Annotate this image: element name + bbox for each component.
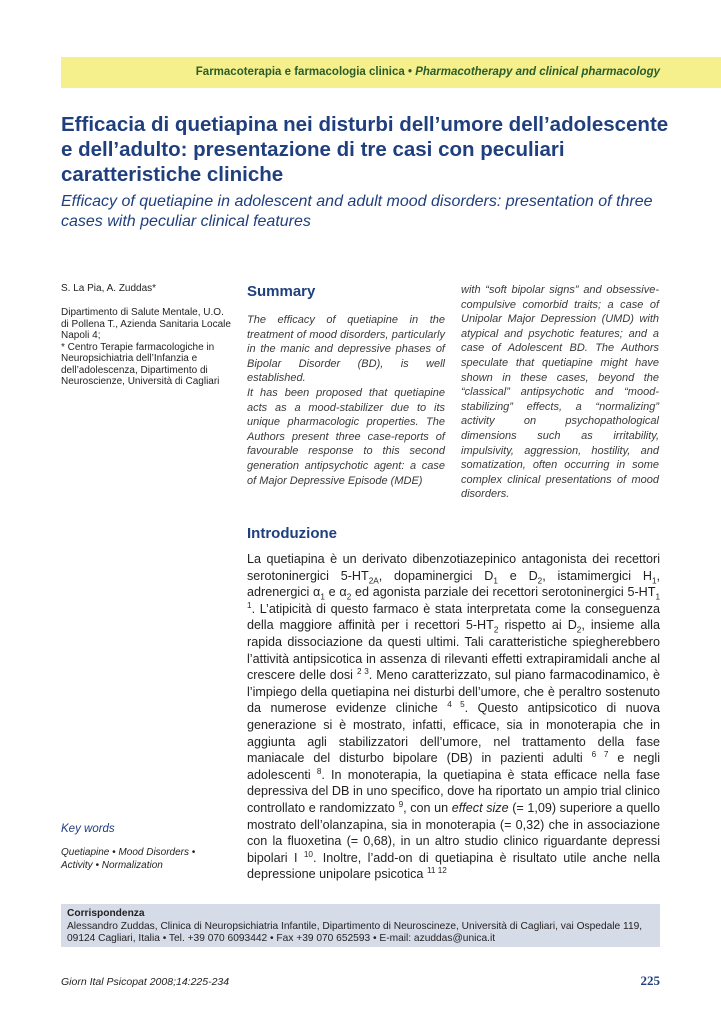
intro-text: , dopaminergici D: [378, 568, 494, 583]
subscript: 2: [346, 592, 352, 602]
subscript: 2: [537, 576, 543, 586]
citation-ref: 4 5: [447, 700, 465, 710]
article-title-it: Efficacia di quetiapina nei disturbi dell’umore dell’adolescente e dell’adulto: presentazione di tre casi con peculiari caratteristiche cliniche: [61, 113, 669, 186]
article-title-en: Efficacy of quetiapine in adolescent and adult mood disorders: presentation of three cases with peculiar clinical features: [61, 193, 653, 230]
subscript: 1: [320, 592, 325, 602]
section-header: [196, 66, 660, 78]
section-it: Farmacoterapia e farmacologia clinica: [195, 66, 405, 78]
subscript: 2: [576, 625, 582, 635]
keywords: Quetiapine • Mood Disorders • Activity • Normalization: [61, 847, 196, 871]
citation-ref: 11 12: [426, 866, 447, 876]
summary-paragraph-1: The efficacy of quetiapine in the treatment of mood disorders, particularly in the manic and depressive phases of Bipolar Disorder (BD), is well established.: [247, 314, 445, 385]
section-en: Pharmacotherapy and clinical pharmacology: [415, 66, 660, 78]
subscript: 1: [493, 576, 498, 586]
intro-text: . In monoterapia, la quetiapina è stata efficace nella fase depressiva del DB in uno specifico, dove ha riportato un ampio trial clinico controllato e randomizzato: [247, 767, 660, 815]
intro-text: . Inoltre, l’add-on di quetiapina è risultato utile anche nella depressione unipolare psicotica: [247, 850, 660, 882]
subscript: 1: [651, 576, 657, 586]
citation-ref: 6 7: [591, 749, 609, 759]
page-number: 225: [640, 973, 660, 988]
intro-text: rispetto ai D: [498, 618, 577, 633]
intro-text: ed agonista parziale dei recettori serotoninergici 5-HT: [351, 585, 656, 600]
intro-text: La quetiapina è un derivato dibenzotiazepinico antagonista dei recettori serotoninergici 5-HT: [247, 552, 660, 583]
keywords-heading: Key words: [61, 823, 115, 835]
citation-ref: 2 3: [356, 666, 369, 676]
intro-text: e negli adolescenti: [247, 751, 660, 782]
intro-text: , adrenergici α: [247, 568, 660, 600]
section-header-band: [61, 57, 721, 88]
affiliation-1: Dipartimento di Salute Mentale, U.O. di Pollena T., Azienda Sanitaria Locale Napoli 4;: [61, 307, 231, 341]
intro-heading: Introduzione: [247, 525, 337, 542]
correspondence-label: Corrispondenza: [67, 908, 145, 919]
summary-heading: Summary: [247, 283, 316, 300]
correspondence-box: [61, 904, 660, 947]
citation-ref: 10: [303, 849, 313, 859]
intro-body: [247, 551, 660, 883]
citation-ref: 1: [247, 600, 252, 610]
citation-ref: 9: [398, 799, 404, 809]
affiliations: [61, 307, 231, 388]
citation-ref: 8: [316, 766, 322, 776]
summary-column-1: [247, 313, 445, 488]
intro-text: e D: [497, 568, 538, 583]
summary-column-2: [461, 283, 659, 502]
correspondence-text: Alessandro Zuddas, Clinica di Neuropsichiatria Infantile, Dipartimento di Neuroscineze, Università di Cagliari, vai Ospedale 119, 09124 Cagliari, Italia • Tel. +39 070 6093442 • Fax +39 070 652593 • E-mail: azuddas@unica.it: [67, 920, 643, 944]
intro-emphasis: effect size: [451, 800, 509, 815]
intro-text: (= 1,09) superiore a quello mostrato dell’olanzapina, sia in monoterapia (= 0,32) che in associazione con la fluoxetina (= 0,68), in un altro studio clinico riguardante depressi bipolari I: [247, 800, 661, 865]
intro-text: , istamimergici H: [542, 568, 652, 583]
subscript: 2A: [368, 576, 379, 586]
intro-text: . Meno caratterizzato, sul piano farmacodinamico, è l’impiego della quetiapina nei disturbi dell’umore, che è peraltro sostenuto da numerose evidenze cliniche: [247, 668, 661, 716]
journal-citation: Giorn Ital Psicopat 2008;14:225-234: [61, 976, 230, 988]
authors: S. La Pia, A. Zuddas*: [61, 283, 157, 294]
intro-text: e α: [324, 585, 347, 600]
summary-paragraph-2: It has been proposed that quetiapine acts as a mood-stabilizer due to its unique pharmacologic properties. The Authors present three case-reports of favourable response to this second generation antipsychotic agent: a case of Major Depressive Episode (MDE): [247, 386, 445, 487]
intro-text: . L’atipicità di questo farmaco è stata interpretata come la conseguenza della maggiore affinità per i recettori 5-HT: [247, 601, 660, 633]
summary-paragraph-3: with “soft bipolar signs” and obsessive-compulsive comorbid traits; a case of Unipolar Major Depression (UMD) with atypical and psychotic features; and a case of Adolescent BD. The Authors speculate that quetiapine might have shown in these cases, beyond the “classical” antipsychotic and “mood-stabilizing” effects, a “normalizing” activity on psychopathological dimensions such as irritability, impulsivity, aggression, hostility, and somatization, often occurring in some complex clinical presentations of mood disorders.: [461, 284, 659, 501]
subscript: 1: [655, 592, 660, 602]
section-separator: •: [404, 66, 416, 78]
intro-paragraph: [247, 551, 660, 883]
intro-text: , insieme alla rapida dissociazione da questi ultimi. Tali caratteristiche spiegherebbero l’attività antipsicotica in assenza di rilevanti effetti extrapiramidali anche al crescere delle dosi: [247, 618, 660, 683]
subscript: 2: [493, 625, 499, 635]
intro-text: . Questo antipsicotico di nuova generazione si è mostrato, infatti, efficace, sia in monoterapia che in aggiunta agli stabilizzatori dell’umore, nel trattamento della fase maniacale del disturbo bipolare (DB) in pazienti adulti: [247, 701, 660, 766]
affiliation-2: * Centro Terapie farmacologiche in Neuropsichiatria dell’Infanzia e dell’adolescenza, Dipartimento di Neuroscienze, Università di Cagliari: [61, 341, 220, 387]
intro-text: , con un: [403, 800, 452, 815]
